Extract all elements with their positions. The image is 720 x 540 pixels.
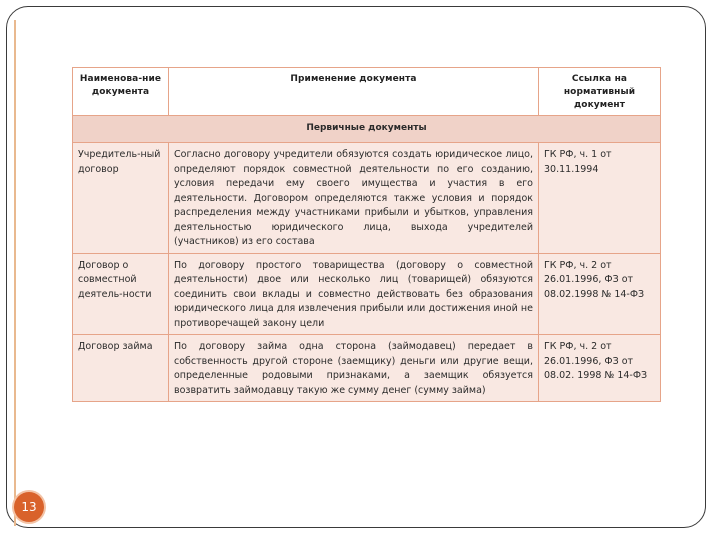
cell-document-name: Договор займа [73,335,169,402]
cell-document-usage: Согласно договору учредители обязуются создать юридическое лицо, определяют порядок совместной деятельности по его созданию, условия передачи ему своего имущества и участия в его деятельности. Договором определяются также условия и порядок распределения между участниками прибыли и убытков, управления деятельностью юридического лица, выхода учредителей (участников) из его состава [169,143,539,254]
header-normative-reference: Ссылка на нормативный документ [539,68,661,116]
page-number-badge: 13 [14,492,44,522]
cell-document-usage: По договору займа одна сторона (займодавец) передает в собственность другой стороне (заемщику) деньги или другие вещи, определенные родовыми признаками, а заемщик обязуется возвратить займодавцу такую же сумму денег (сумму займа) [169,335,539,402]
section-title: Первичные документы [73,116,661,143]
cell-document-name: Учредитель-ный договор [73,143,169,254]
table-row [73,253,661,335]
documents-table [72,67,661,402]
cell-normative-reference: ГК РФ, ч. 1 от 30.11.1994 [539,143,661,254]
table-row [73,143,661,254]
header-document-usage: Применение документа [169,68,539,116]
cell-document-usage: По договору простого товарищества (договору о совместной деятельности) двое или несколько лиц (товарищей) обязуются соединить свои вклады и совместно действовать без образования юридического лица для извлечения прибыли или достижения иной не противоречащей закону цели [169,253,539,335]
table-row [73,335,661,402]
cell-normative-reference: ГК РФ, ч. 2 от 26.01.1996, ФЗ от 08.02.1998 № 14-ФЗ [539,253,661,335]
cell-normative-reference: ГК РФ, ч. 2 от 26.01.1996, ФЗ от 08.02. 1998 № 14-ФЗ [539,335,661,402]
decorative-edge-line [14,20,16,526]
section-row [73,116,661,143]
header-document-name: Наименова-ние документа [73,68,169,116]
cell-document-name: Договор о совместной деятель-ности [73,253,169,335]
table-header-row [73,68,661,116]
